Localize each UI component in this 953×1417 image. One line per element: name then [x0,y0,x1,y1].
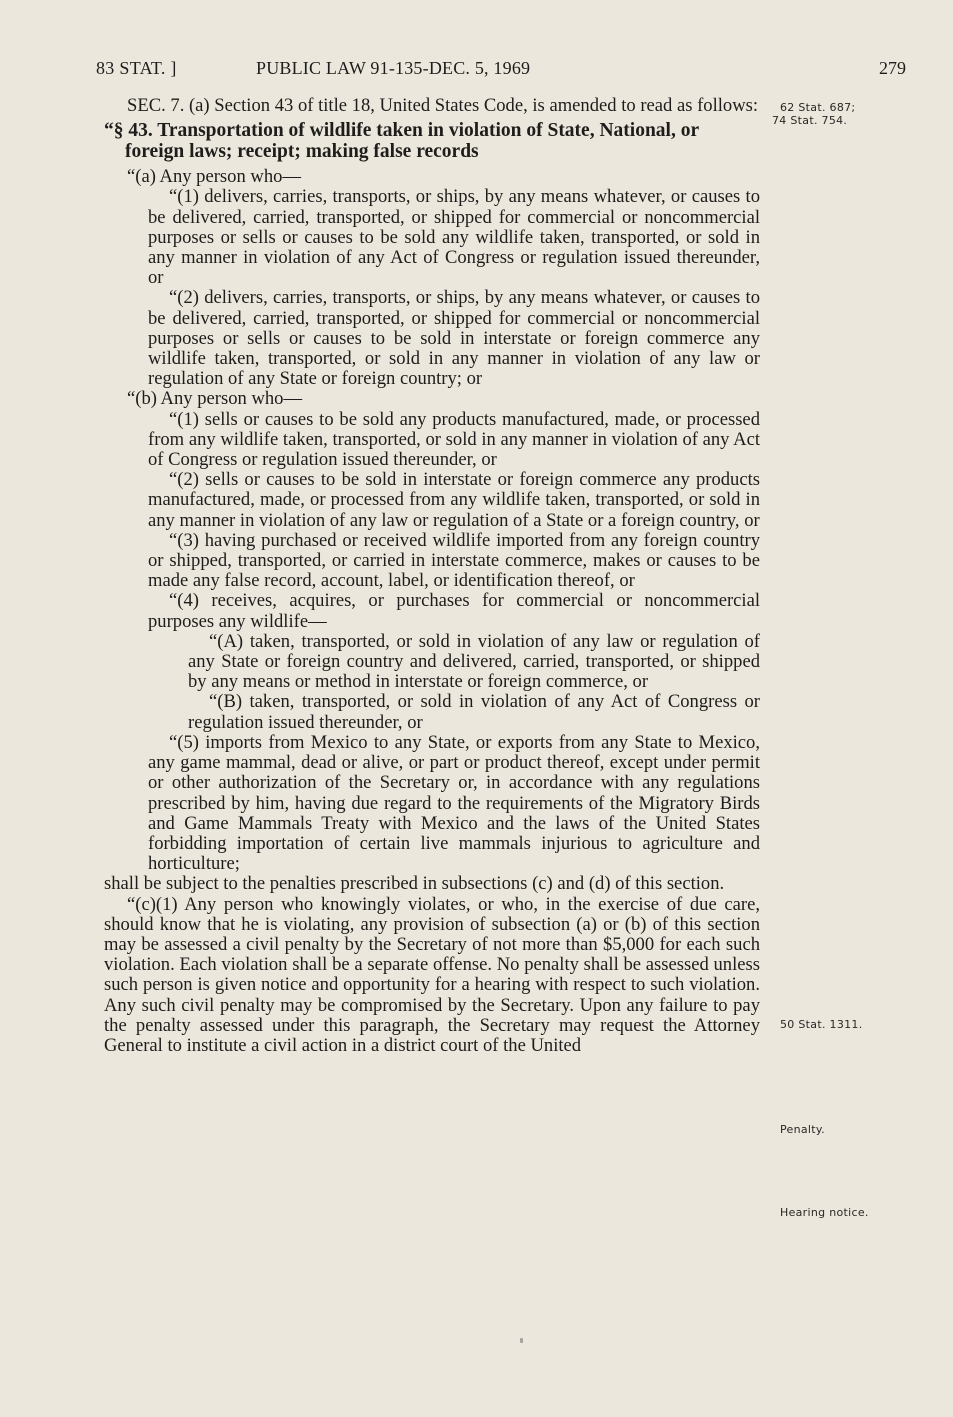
clause-b-1: “(1) sells or causes to be sold any products manufactured, made, or processed from any wildlife taken, transported, or sold in any manner in violation of any Act of Congress or regulation issued thereunder, or [148,408,760,471]
subsection-b-intro: “(b) Any person who— [127,388,303,410]
margin-citation-line-2: 74 Stat. 754. [772,114,848,127]
subsection-a-intro: “(a) Any person who— [127,166,302,188]
subsection-c-1: “(c)(1) Any person who knowingly violates, or who, in the exercise of due care, should know that he is violating, any provision of subsection (a) or (b) of this section may be assessed a civil penalty by the Secretary of not more than $5,000 for each such violation. Each violation shall be a separate offense. No penalty shall be assessed unless such person is given notice and opportunity for a hearing with respect to such violation. Any such civil penalty may be compromised by the Secretary. Upon any failure to pay the penalty assessed under this paragraph, the Secretary may request the Attorney General to institute a civil action in a district court of the United [104,893,760,1056]
page-header [96,58,916,82]
page-number: 279 [879,58,906,78]
law-title: PUBLIC LAW 91-135-DEC. 5, 1969 [256,58,531,78]
volume-label: 83 STAT. ] [96,58,177,78]
margin-citation-line-1: 62 Stat. 687; [780,101,856,114]
margin-citation [772,101,910,127]
clause-a-1: “(1) delivers, carries, transports, or ships, by any means whatever, or causes to be delivered, carried, transported, or shipped for commercial or noncommercial purposes or sells or causes to be sold any wildlife taken, transported, or sold in any manner in violation of any Act of Congress or regulation issued thereunder, or [148,186,760,289]
margin-note-penalty: Penalty. [780,1123,825,1136]
margin-citation-treaty: 50 Stat. 1311. [780,1018,863,1031]
clause-a-2: “(2) delivers, carries, transports, or ships, by any means whatever, or causes to be delivered, carried, transported, or shipped for commercial or noncommercial purposes or sells or causes to be sold in interstate or foreign commerce any wildlife taken, transported, or sold in any manner in violation of any law or regulation of any State or foreign country; or [148,287,760,390]
clause-b-2: “(2) sells or causes to be sold in interstate or foreign commerce any products manufactured, made, or processed from any wildlife taken, transported, or sold in any manner in violation of any law or regulation of a State or a foreign country, or [148,469,760,531]
clause-b-4-b: “(B) taken, transported, or sold in violation of any Act of Congress or regulation issued thereunder, or [188,691,760,733]
clause-b-4-a: “(A) taken, transported, or sold in violation of any law or regulation of any State or foreign country and delivered, carried, transported, or shipped by any means or method in interstate or foreign commerce, or [188,630,760,693]
penalty-reference: shall be subject to the penalties prescribed in subsections (c) and (d) of this section. [104,873,725,895]
clause-b-5: “(5) imports from Mexico to any State, or exports from any State to Mexico, any game mammal, dead or alive, or part or product thereof, except under permit or other authorization of the Secretary or, in accordance with any regulations prescribed by him, having due regard to the requirements of the Migratory Birds and Game Mammals Treaty with Mexico and the laws of the United States forbidding importation of certain live mammals injurious to agriculture and horticulture; [148,731,760,875]
clause-b-3: “(3) having purchased or received wildlife imported from any foreign country or shipped, transported, or carried in interstate commerce, makes or causes to be made any false record, account, label, or identification thereof, or [148,529,760,592]
clause-b-4: “(4) receives, acquires, or purchases for commercial or noncommercial purposes any wildlife— [148,590,760,632]
section-intro: SEC. 7. (a) Section 43 of title 18, United States Code, is amended to read as follows: [127,95,759,116]
section-heading: “§ 43. Transportation of wildlife taken in violation of State, National, or foreign laws; receipt; making false records [104,120,699,163]
margin-note-hearing: Hearing notice. [780,1206,869,1219]
statute-body [104,96,760,1056]
ink-speck [520,1338,523,1343]
